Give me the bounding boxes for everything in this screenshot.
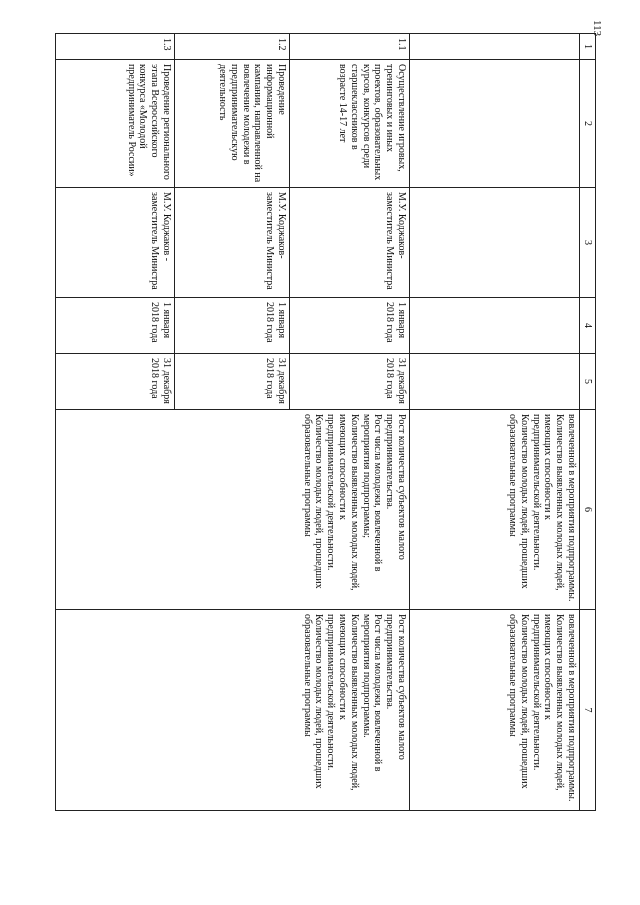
continuation-cell-5 xyxy=(410,354,580,410)
row-number: 1.1 xyxy=(290,34,410,60)
header-col-1: 1 xyxy=(580,34,596,60)
row-responsible: М.У. Коджаков-заместитель Министра xyxy=(175,188,290,298)
row-result: Рост количества субъектов малого предпринимательства. Рост числа молодежи, вовлеченной в мероприятия подпрограммы; Количество выявленных молодых людей, имеющих способности к предпринимательской деятельности. Количество молодых людей, прошедших образовательные программы xyxy=(56,410,410,610)
rotated-table-wrapper xyxy=(56,33,596,810)
row-end-date: 31 декабря 2018 года xyxy=(290,354,410,410)
plan-table xyxy=(55,33,596,811)
row-end-date: 31 декабря 2018 года xyxy=(175,354,290,410)
continuation-result: вовлеченной в мероприятия подпрограммы. Количество выявленных молодых людей, имеющих способности к предпринимательской деятельности. Количество молодых людей, прошедших образовательные программы xyxy=(410,410,580,610)
continuation-cell-3 xyxy=(410,188,580,298)
row-number: 1.3 xyxy=(56,34,175,60)
page-number: 113 xyxy=(591,20,603,37)
row-responsible: М.У. Коджаков-заместитель Министра xyxy=(290,188,410,298)
header-col-6: 6 xyxy=(580,410,596,610)
header-col-5: 5 xyxy=(580,354,596,410)
continuation-row xyxy=(410,34,580,811)
document-scan xyxy=(56,33,596,810)
header-col-4: 4 xyxy=(580,298,596,354)
row-event: Проведение регионального этапа Всероссийского конкурса «Молодой предприниматель России» xyxy=(56,60,175,188)
row-indicators: Рост количества субъектов малого предпринимательства. Рост числа молодежи, вовлеченной в мероприятия подпрограммы. Количество выявленных молодых людей, имеющих способности к предпринимательской деятельности. Количество молодых людей, прошедших образовательные программы xyxy=(56,610,410,811)
row-event: Проведение информационной кампании, направленной на вовлечение молодежи в предпринимательскую деятельность xyxy=(175,60,290,188)
table-row xyxy=(290,34,410,811)
row-end-date: 31 декабря 2018 года xyxy=(56,354,175,410)
continuation-cell-4 xyxy=(410,298,580,354)
row-start-date: 1 января 2018 года xyxy=(56,298,175,354)
header-col-3: 3 xyxy=(580,188,596,298)
header-row xyxy=(580,34,596,811)
row-event: Осуществление игровых, тренинговых и иных проектов, образовательных курсов, конкурсов среди старшеклассников в возрасте 14-17 лет xyxy=(290,60,410,188)
continuation-cell-2 xyxy=(410,60,580,188)
row-start-date: 1 января 2018 года xyxy=(175,298,290,354)
row-responsible: М.У. Коджаков - заместитель Министра xyxy=(56,188,175,298)
header-col-7: 7 xyxy=(580,610,596,811)
continuation-indicators: вовлеченной в мероприятия подпрограммы. Количество выявленных молодых людей, имеющих способности к предпринимательской деятельности. Количество молодых людей, прошедших образовательные программы xyxy=(410,610,580,811)
continuation-cell-1 xyxy=(410,34,580,60)
row-number: 1.2 xyxy=(175,34,290,60)
row-start-date: 1 января 2018 года xyxy=(290,298,410,354)
header-col-2: 2 xyxy=(580,60,596,188)
